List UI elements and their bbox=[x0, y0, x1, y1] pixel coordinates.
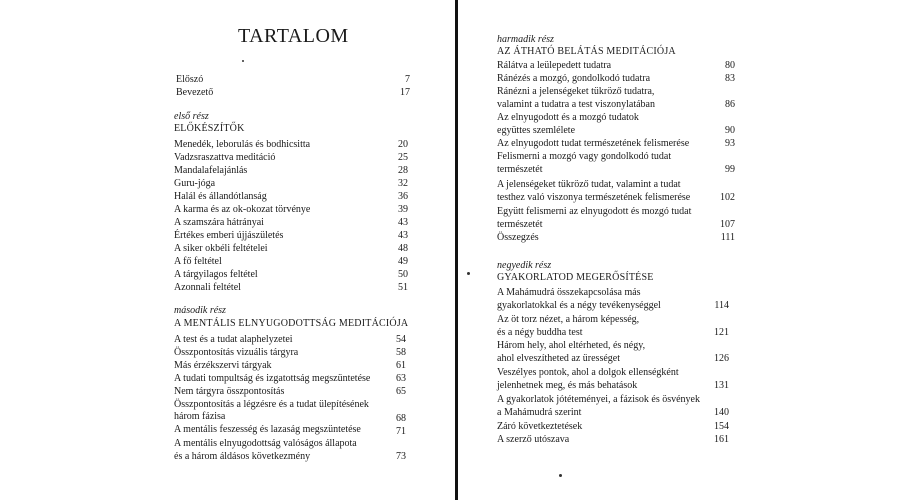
toc-entry-text: Ránézni a jelenségeket tükröző tudatra, bbox=[497, 86, 655, 97]
speck bbox=[467, 272, 470, 275]
toc-entry-page: 39 bbox=[398, 204, 408, 215]
book-spine bbox=[455, 0, 458, 500]
toc-entry-page: 17 bbox=[400, 87, 410, 98]
toc-entry-text: és a három áldásos következmény bbox=[174, 451, 311, 462]
toc-entry-text: A mentális elnyugodottság valóságos állapota bbox=[174, 438, 357, 449]
toc-entry-text: A szamszára hátrányai bbox=[174, 217, 264, 228]
toc-entry-page: 36 bbox=[398, 191, 408, 202]
toc-entry-page: 107 bbox=[720, 219, 735, 230]
toc-entry-text: A szerző utószava bbox=[497, 434, 570, 445]
toc-entry-text: a Mahámudrá szerint bbox=[497, 407, 582, 418]
toc-entry-page: 28 bbox=[398, 165, 408, 176]
toc-entry-text: együttes szemlélete bbox=[497, 125, 576, 136]
toc-entry-page: 121 bbox=[714, 327, 729, 338]
toc-entry-page: 90 bbox=[725, 125, 735, 136]
page-title: TARTALOM bbox=[238, 25, 349, 47]
toc-entry-text: jelenhetnek meg, és más behatások bbox=[497, 380, 638, 391]
toc-entry-text: Összpontosítás vizuális tárgyra bbox=[174, 347, 299, 358]
toc-entry-text: A mentális feszesség és lazaság megszüntetése bbox=[174, 424, 361, 435]
right-page bbox=[497, 0, 737, 500]
toc-entry-page: 68 bbox=[396, 413, 406, 424]
toc-entry-text: A test és a tudat alaphelyzetei bbox=[174, 334, 293, 345]
toc-entry-text: Guru-jóga bbox=[174, 178, 216, 189]
left-page bbox=[160, 0, 420, 500]
toc-entry-page: 54 bbox=[396, 334, 406, 345]
toc-entry-page: 111 bbox=[720, 232, 735, 243]
part-label: második rész bbox=[174, 305, 226, 316]
toc-entry-text: Menedék, leborulás és bodhicsitta bbox=[174, 139, 311, 150]
toc-entry-text: Rálátva a leülepedett tudatra bbox=[497, 60, 612, 71]
toc-entry-page: 102 bbox=[720, 192, 735, 203]
toc-entry-text: valamint a tudatra a test viszonylatában bbox=[497, 99, 655, 110]
toc-entry-page: 49 bbox=[398, 256, 408, 267]
toc-entry-text: A jelenségeket tükröző tudat, valamint a tudat bbox=[497, 179, 681, 190]
toc-entry-text: Vadzsraszattva meditáció bbox=[174, 152, 276, 163]
toc-entry-text: Záró következtetések bbox=[497, 421, 583, 432]
toc-entry-text: Halál és állandótlanság bbox=[174, 191, 267, 202]
toc-entry-page: 99 bbox=[725, 164, 735, 175]
toc-entry-page: 154 bbox=[714, 421, 729, 432]
part-label: negyedik rész bbox=[497, 260, 552, 271]
toc-entry-text: Összpontosítás a légzésre és a tudat ülepítésének bbox=[174, 399, 369, 410]
toc-entry-text: A fő feltétel bbox=[174, 256, 222, 267]
toc-entry-page: 25 bbox=[398, 152, 408, 163]
part-title: GYAKORLATOD MEGERŐSÍTÉSE bbox=[497, 272, 654, 283]
toc-entry-page: 140 bbox=[714, 407, 729, 418]
toc-entry-text: Bevezető bbox=[176, 87, 214, 98]
toc-entry-text: Más érzékszervi tárgyak bbox=[174, 360, 272, 371]
toc-entry-text: Nem tárgyra összpontosítás bbox=[174, 386, 285, 397]
toc-entry-page: 63 bbox=[396, 373, 406, 384]
toc-entry-text: testhez való viszonya természetének felismerése bbox=[497, 192, 691, 203]
toc-entry-text: Mandalafelajánlás bbox=[174, 165, 248, 176]
part-label: első rész bbox=[174, 111, 209, 122]
toc-entry-text: Együtt felismerni az elnyugodott és mozgó tudat bbox=[497, 206, 692, 217]
toc-entry-text: ahol elveszítheted az ürességet bbox=[497, 353, 620, 364]
part-title: AZ ÁTHATÓ BELÁTÁS MEDITÁCIÓJA bbox=[497, 46, 676, 57]
part-title: A MENTÁLIS ELNYUGODOTTSÁG MEDITÁCIÓJA bbox=[174, 318, 409, 329]
toc-entry-text: A tárgyilagos feltétel bbox=[174, 269, 258, 280]
toc-entry-text: A karma és az ok-okozat törvénye bbox=[174, 204, 311, 215]
toc-entry-page: 73 bbox=[396, 451, 406, 462]
toc-entry-text: Azonnali feltétel bbox=[174, 282, 241, 293]
toc-entry-text: Három hely, ahol eltérheted, és négy, bbox=[497, 340, 646, 351]
toc-entry-page: 50 bbox=[398, 269, 408, 280]
toc-entry-text: Felismerni a mozgó vagy gondolkodó tudat bbox=[497, 151, 672, 162]
toc-entry-text: A Mahámudrá összekapcsolása más bbox=[497, 287, 641, 298]
toc-entry-text: természetét bbox=[497, 164, 543, 175]
speck bbox=[242, 60, 244, 62]
toc-entry-text: gyakorlatokkal és a négy tevékenységgel bbox=[497, 300, 661, 311]
toc-entry-page: 61 bbox=[396, 360, 406, 371]
toc-entry-text: és a négy buddha test bbox=[497, 327, 583, 338]
toc-entry-page: 48 bbox=[398, 243, 408, 254]
toc-entry-text: Értékes emberi újjászületés bbox=[174, 230, 284, 241]
toc-entry-page: 71 bbox=[396, 426, 406, 437]
toc-entry-text: Összegzés bbox=[497, 232, 539, 243]
toc-entry-page: 80 bbox=[725, 60, 735, 71]
toc-entry-text: Előszó bbox=[176, 74, 204, 85]
toc-entry-text: Veszélyes pontok, ahol a dolgok ellenségként bbox=[497, 367, 679, 378]
toc-entry-text: Az elnyugodott és a mozgó tudatok bbox=[497, 112, 639, 123]
toc-entry-page: 161 bbox=[714, 434, 729, 445]
toc-entry-page: 126 bbox=[714, 353, 729, 364]
part-title: ELŐKÉSZÍTŐK bbox=[174, 123, 245, 134]
toc-entry-page: 32 bbox=[398, 178, 408, 189]
speck bbox=[559, 474, 562, 477]
toc-entry-text: három fázisa bbox=[174, 411, 226, 422]
part-label: harmadik rész bbox=[497, 34, 554, 45]
toc-entry-text: Az elnyugodott tudat természetének felismerése bbox=[497, 138, 690, 149]
toc-entry-text: Ránézés a mozgó, gondolkodó tudatra bbox=[497, 73, 651, 84]
toc-entry-page: 43 bbox=[398, 230, 408, 241]
toc-entry-text: természetét bbox=[497, 219, 543, 230]
toc-entry-text: A tudati tompultság és izgatottság megszüntetése bbox=[174, 373, 371, 384]
toc-entry-page: 86 bbox=[725, 99, 735, 110]
toc-entry-text: A gyakorlatok jótéteményei, a fázisok és ösvények bbox=[497, 394, 700, 405]
toc-entry-page: 58 bbox=[396, 347, 406, 358]
toc-entry-text: A siker okbéli feltételei bbox=[174, 243, 268, 254]
toc-entry-page: 114 bbox=[714, 300, 729, 311]
toc-entry-page: 7 bbox=[405, 74, 410, 85]
toc-entry-page: 51 bbox=[398, 282, 408, 293]
toc-entry-page: 93 bbox=[725, 138, 735, 149]
toc-entry-page: 83 bbox=[725, 73, 735, 84]
toc-entry-text: Az öt torz nézet, a három képesség, bbox=[497, 314, 640, 325]
toc-entry-page: 43 bbox=[398, 217, 408, 228]
toc-entry-page: 65 bbox=[396, 386, 406, 397]
toc-entry-page: 20 bbox=[398, 139, 408, 150]
toc-entry-page: 131 bbox=[714, 380, 729, 391]
